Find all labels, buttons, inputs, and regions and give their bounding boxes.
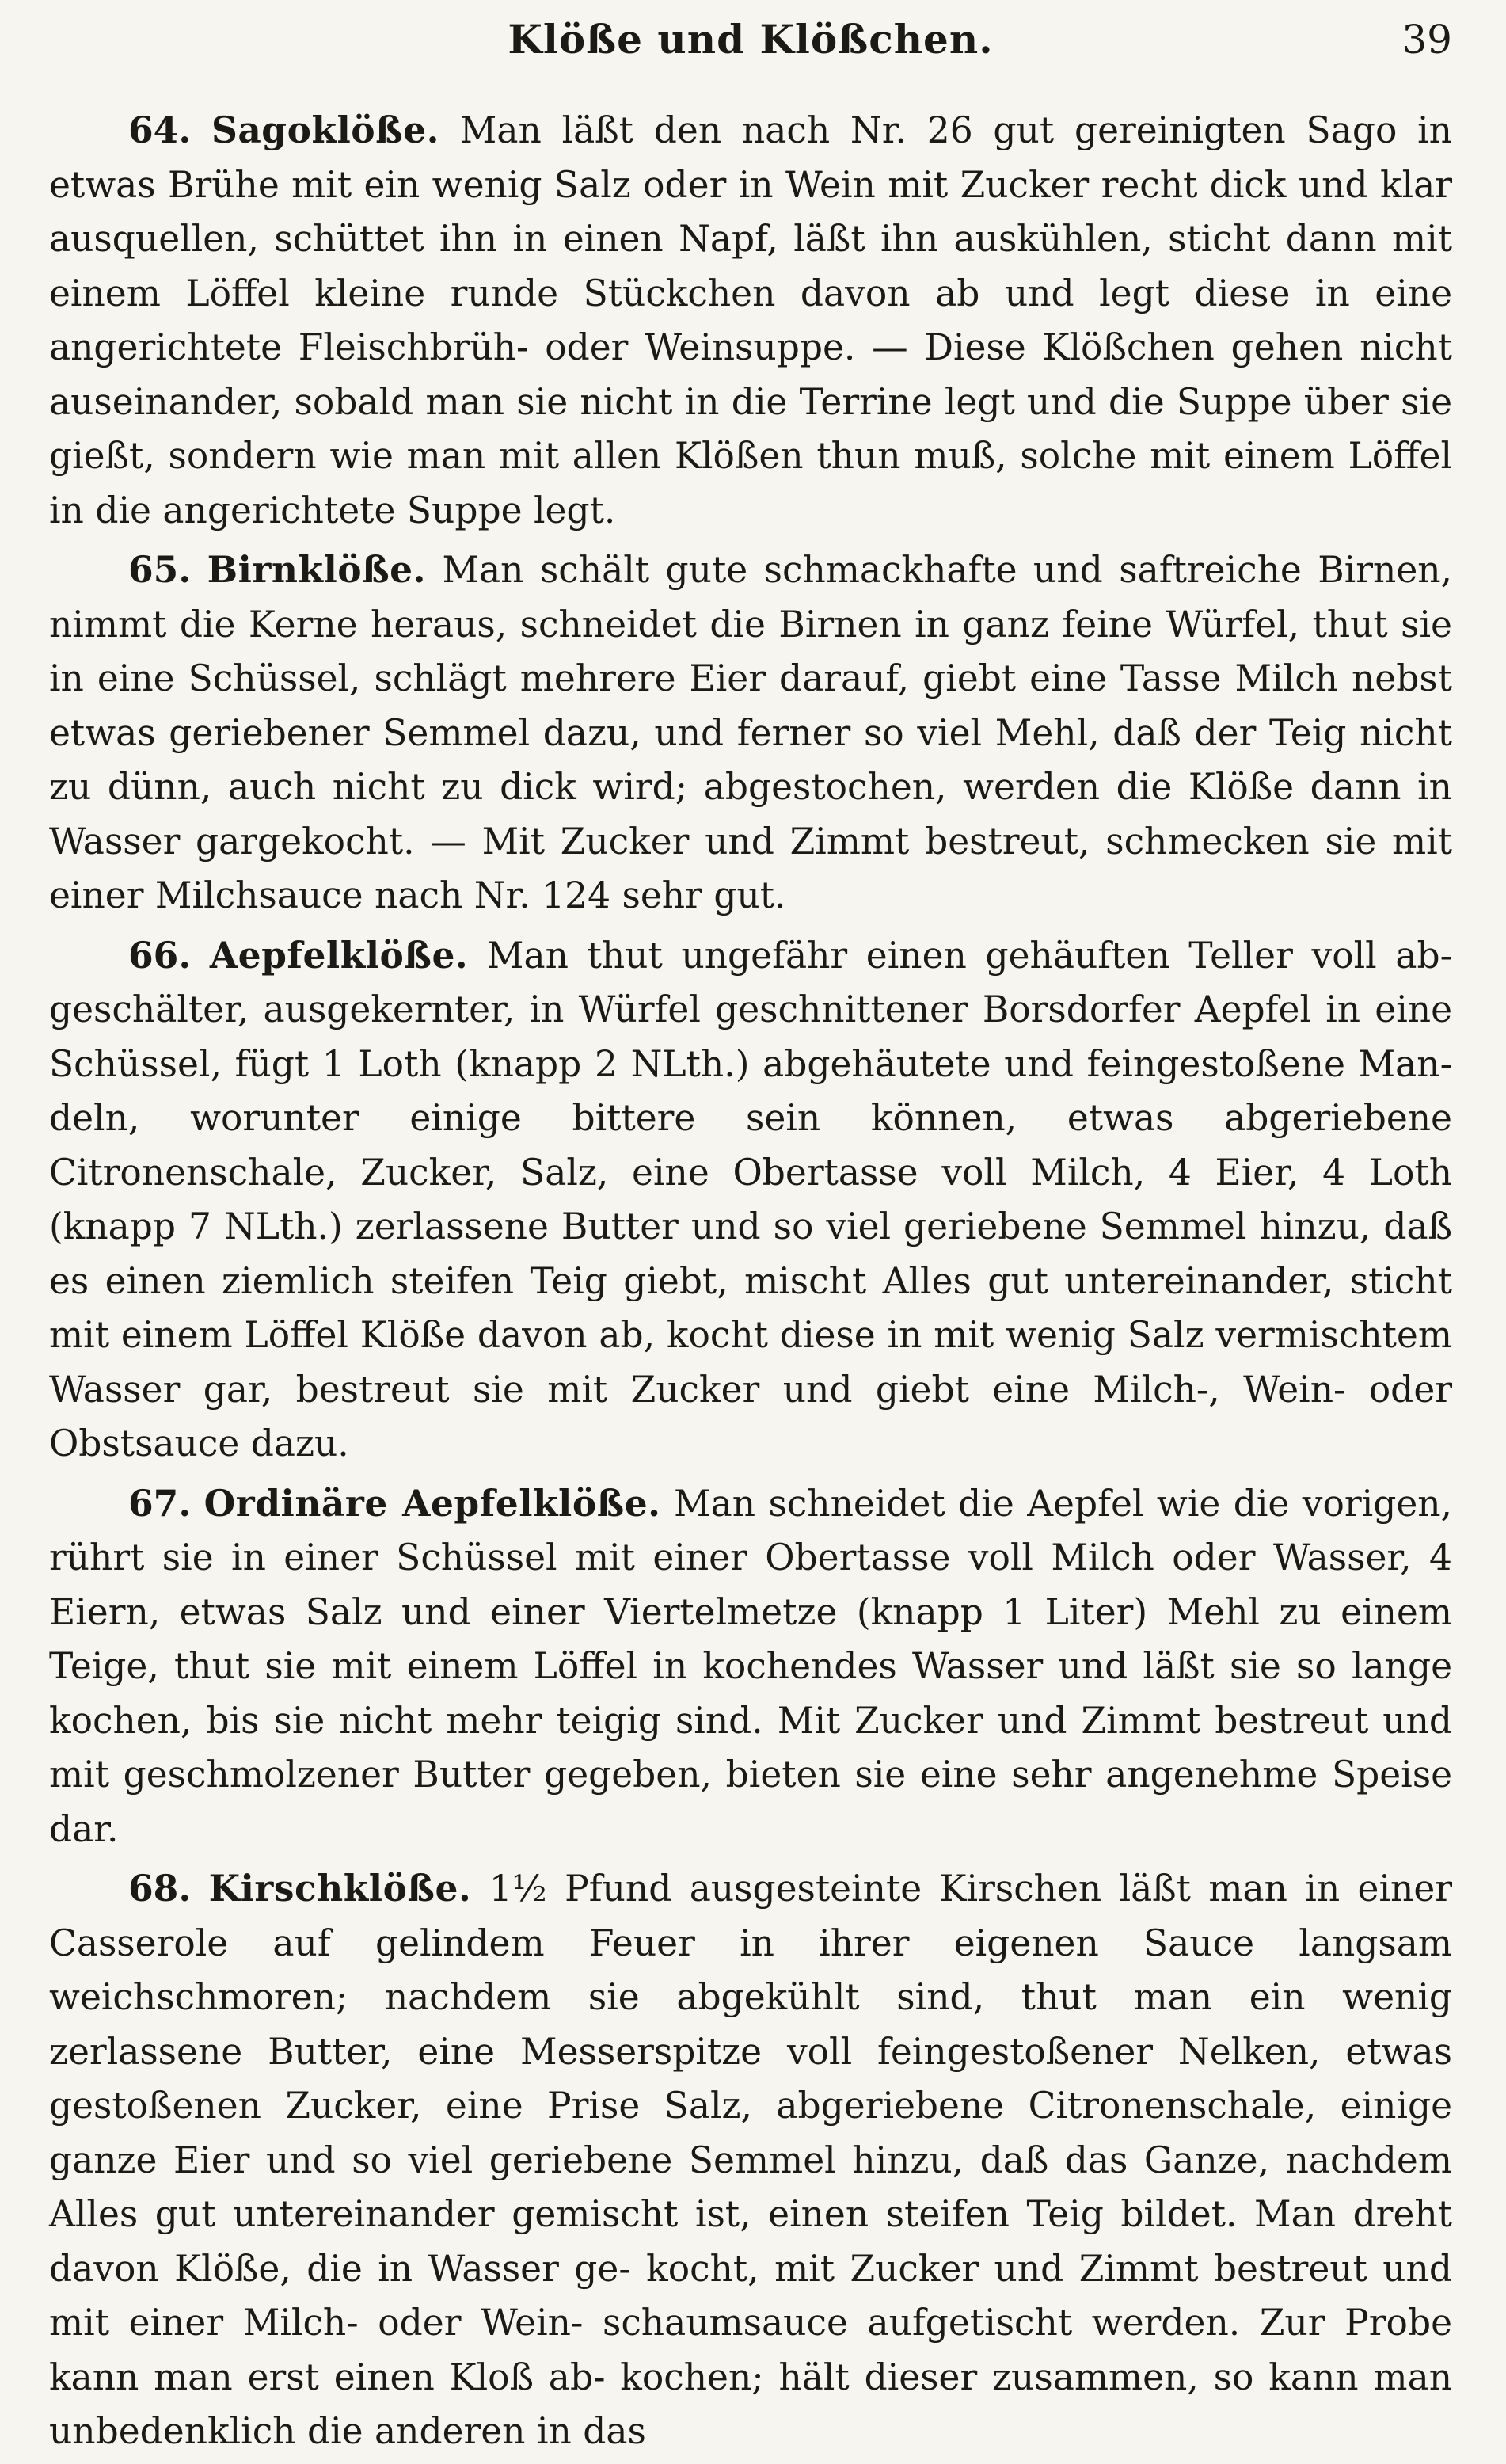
- recipe-number: 68.: [128, 1867, 192, 1910]
- recipe-entry-64: [49, 103, 1452, 538]
- recipe-text: Man schneidet die Aepfel wie die vorigen, rührt sie in einer Schüssel mit einer Obertasse voll Milch oder Wasser, 4 Eiern, etwas Salz und einer Viertelmetze (knapp 1 Liter) Mehl zu einem Teige, thut sie mit einem Löffel in kochendes Wasser und läßt sie so lange kochen, bis sie nicht mehr teigig sind. Mit Zucker und Zimmt bestreut und mit geschmolzener Butter gegeben, bieten sie eine sehr angenehme Speise dar.: [49, 1482, 1453, 1850]
- recipe-entry-67: [49, 1476, 1452, 1857]
- book-page: [49, 0, 1453, 2452]
- recipe-number: 67.: [128, 1481, 192, 1525]
- recipe-title: Ordinäre Aepfelklöße.: [203, 1481, 661, 1525]
- recipe-title: Aepfelklöße.: [209, 933, 469, 977]
- recipe-text: Man schält gute schmackhafte und saftreiche Birnen, nimmt die Kerne heraus, schneidet die Birnen in ganz feine Würfel, thut sie in eine Schüssel, schlägt mehrere Eier darauf, giebt eine Tasse Milch nebst etwas geriebener Semmel dazu, und ferner so viel Mehl, daß der Teig nicht zu dünn, auch nicht zu dick wird; abgestochen, werden die Klöße dann in Wasser gargekocht. — Mit Zucker und Zimmt bestreut, schmecken sie mit einer Milchsauce nach Nr. 124 sehr gut.: [49, 549, 1453, 916]
- body-text: [49, 103, 1452, 2464]
- recipe-entry-66: [49, 928, 1452, 1472]
- recipe-text: Man thut ungefähr einen gehäuften Teller voll ab- geschälter, ausgekernter, in Würfel geschnittener Borsdorfer Aepfel in eine Schüssel, fügt 1 Loth (knapp 2 NLth.) abgehäutete und feingestoßene Man- deln, worunter einige bittere sein können, etwas abgeriebene Citronenschale, Zucker, Salz, eine Obertasse voll Milch, 4 Eier, 4 Loth (knapp 7 NLth.) zerlassene Butter und so viel geriebene Semmel hinzu, daß es einen ziemlich steifen Teig giebt, mischt Alles gut untereinander, sticht mit einem Löffel Klöße davon ab, kocht diese in mit wenig Salz vermischtem Wasser gar, bestreut sie mit Zucker und giebt eine Milch-, Wein- oder Obstsauce dazu.: [49, 934, 1452, 1464]
- recipe-title: Kirschklöße.: [208, 1867, 472, 1910]
- page-number: 39: [1401, 17, 1452, 63]
- recipe-number: 65.: [128, 548, 192, 591]
- page-header: [49, 8, 1452, 71]
- quantity-fraction: 1½: [489, 1868, 547, 1910]
- recipe-number: 64.: [128, 109, 192, 151]
- recipe-title: Birnklöße.: [207, 548, 426, 591]
- recipe-text: Man läßt den nach Nr. 26 gut gereinigten Sago in etwas Brühe mit ein wenig Salz oder in Wein mit Zucker recht dick und klar ausquellen, schüttet ihn in einen Napf, läßt ihn auskühlen, sticht dann mit einem Löffel kleine runde Stückchen davon ab und legt diese in eine angerichtete Fleischbrüh- oder Weinsuppe. — Diese Klößchen gehen nicht auseinander, sobald man sie nicht in die Terrine legt und die Suppe über sie gießt, sondern wie man mit allen Klößen thun muß, solche mit einem Löffel in die angerichtete Suppe legt.: [49, 109, 1452, 531]
- recipe-number: 66.: [128, 933, 192, 977]
- recipe-title: Sagoklöße.: [211, 109, 439, 151]
- recipe-entry-65: [49, 543, 1452, 924]
- running-head: Klöße und Klößchen.: [508, 16, 994, 63]
- recipe-entry-68: [49, 1861, 1452, 2459]
- recipe-text: Pfund ausgesteinte Kirschen läßt man in einer Casserole auf gelindem Feuer in ihrer eigenen Sauce langsam weichschmoren; nachdem sie abgekühlt sind, thut man ein wenig zerlassene Butter, eine Messerspitze voll feingestoßener Nelken, etwas gestoßenen Zucker, eine Prise Salz, abgeriebene Citronenschale, einige ganze Eier und so viel geriebene Semmel hinzu, daß das Ganze, nachdem Alles gut untereinander gemischt ist, einen steifen Teig bildet. Man dreht davon Klöße, die in Wasser ge- kocht, mit Zucker und Zimmt bestreut und mit einer Milch- oder Wein- schaumsauce aufgetischt werden. Zur Probe kann man erst einen Kloß ab- kochen; hält dieser zusammen, so kann man unbedenklich die anderen in das: [49, 1868, 1452, 2452]
